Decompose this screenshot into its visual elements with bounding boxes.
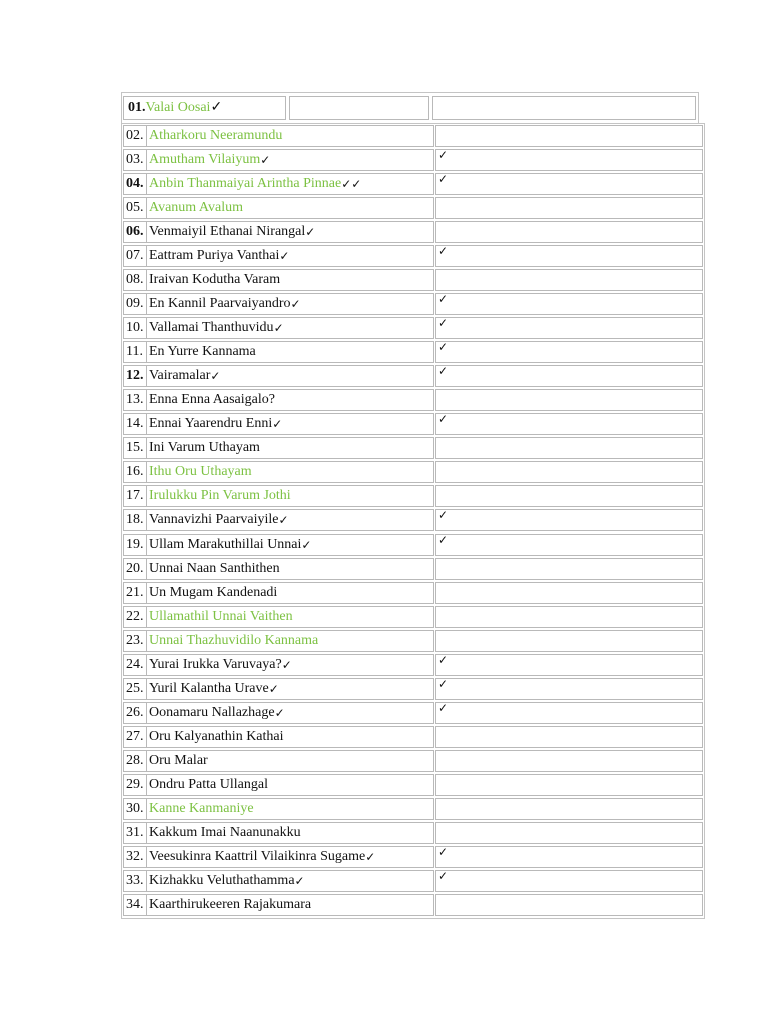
table-row bbox=[123, 413, 147, 435]
title-check-icon: ✓ bbox=[290, 297, 301, 311]
check-mark-icon: ✓ bbox=[438, 317, 449, 330]
mark-cell bbox=[435, 606, 703, 628]
title-check-icon: ✓ bbox=[273, 321, 284, 335]
row-number: 30. bbox=[126, 801, 144, 816]
table-row bbox=[123, 774, 147, 796]
song-title: Vallamai Thanthuvidu bbox=[149, 320, 274, 335]
row-number: 19. bbox=[126, 537, 144, 552]
mark-cell bbox=[435, 269, 703, 291]
mark-cell bbox=[435, 341, 703, 363]
row-number: 20. bbox=[126, 561, 144, 576]
mark-cell bbox=[435, 582, 703, 604]
title-cell bbox=[146, 870, 434, 892]
song-title: Ini Varum Uthayam bbox=[149, 440, 260, 455]
check-mark-icon: ✓ bbox=[438, 365, 449, 378]
song-title: Oonamaru Nallazhage bbox=[149, 705, 275, 720]
song-title: Kaarthirukeeren Rajakumara bbox=[149, 897, 312, 912]
title-cell bbox=[146, 846, 434, 868]
title-check-icon: ✓ bbox=[305, 225, 316, 239]
row-number: 17. bbox=[126, 488, 144, 503]
check-mark-icon: ✓ bbox=[438, 870, 449, 883]
row-number: 33. bbox=[126, 873, 144, 888]
song-title: En Yurre Kannama bbox=[149, 344, 256, 359]
row-number: 27. bbox=[126, 729, 144, 744]
header-empty-cell-1 bbox=[289, 96, 429, 120]
check-mark-icon: ✓ bbox=[438, 245, 449, 258]
mark-cell bbox=[435, 798, 703, 820]
mark-cell bbox=[435, 245, 703, 267]
check-mark-icon: ✓ bbox=[438, 509, 449, 522]
mark-cell bbox=[435, 630, 703, 652]
song-title: Ondru Patta Ullangal bbox=[149, 777, 268, 792]
title-cell bbox=[146, 750, 434, 772]
check-mark-icon: ✓ bbox=[438, 654, 449, 667]
mark-cell bbox=[435, 221, 703, 243]
mark-cell bbox=[435, 846, 703, 868]
row-number: 06. bbox=[126, 224, 144, 239]
title-cell bbox=[146, 774, 434, 796]
check-mark-icon: ✓ bbox=[438, 702, 449, 715]
song-title: Iraivan Kodutha Varam bbox=[149, 272, 281, 287]
table-row bbox=[123, 870, 147, 892]
table-row bbox=[123, 894, 147, 916]
song-title: Oru Malar bbox=[149, 753, 208, 768]
title-cell bbox=[146, 534, 434, 556]
title-check-icon: ✓ bbox=[278, 513, 289, 527]
row-number: 34. bbox=[126, 897, 144, 912]
mark-cell bbox=[435, 894, 703, 916]
table-row bbox=[123, 534, 147, 556]
row-number: 22. bbox=[126, 609, 144, 624]
table-row bbox=[123, 630, 147, 652]
title-cell bbox=[146, 389, 434, 411]
title-cell bbox=[146, 822, 434, 844]
title-cell bbox=[146, 702, 434, 724]
song-title[interactable]: Atharkoru Neeramundu bbox=[149, 128, 283, 143]
title-cell bbox=[146, 654, 434, 676]
check-mark-icon: ✓ bbox=[438, 149, 449, 162]
song-title: Unnai Naan Santhithen bbox=[149, 561, 280, 576]
title-cell bbox=[146, 894, 434, 916]
row-number: 05. bbox=[126, 200, 144, 215]
table-row bbox=[123, 798, 147, 820]
row-number: 23. bbox=[126, 633, 144, 648]
title-check-icon: ✓ bbox=[272, 417, 283, 431]
mark-cell bbox=[435, 125, 703, 147]
title-cell bbox=[146, 221, 434, 243]
song-title: Enna Enna Aasaigalo? bbox=[149, 392, 275, 407]
row-number: 09. bbox=[126, 296, 144, 311]
song-title[interactable]: Irulukku Pin Varum Jothi bbox=[149, 488, 291, 503]
row-number: 16. bbox=[126, 464, 144, 479]
table-row bbox=[123, 365, 147, 387]
title-cell bbox=[146, 149, 434, 171]
row-number: 15. bbox=[126, 440, 144, 455]
check-mark-icon: ✓ bbox=[438, 293, 449, 306]
song-title: Veesukinra Kaattril Vilaikinra Sugame bbox=[149, 849, 366, 864]
mark-cell bbox=[435, 509, 703, 531]
song-title[interactable]: Unnai Thazhuvidilo Kannama bbox=[149, 633, 319, 648]
title-check-icon: ✓ bbox=[210, 100, 223, 115]
row-number: 10. bbox=[126, 320, 144, 335]
song-title: Eattram Puriya Vanthai bbox=[149, 248, 280, 263]
row-number: 25. bbox=[126, 681, 144, 696]
title-cell bbox=[146, 558, 434, 580]
table-row bbox=[123, 509, 147, 531]
song-title: En Kannil Paarvaiyandro bbox=[149, 296, 291, 311]
row-number: 28. bbox=[126, 753, 144, 768]
table-row bbox=[123, 341, 147, 363]
song-title: Un Mugam Kandenadi bbox=[149, 585, 278, 600]
title-cell bbox=[146, 245, 434, 267]
title-cell bbox=[146, 798, 434, 820]
table-row bbox=[123, 846, 147, 868]
table-row bbox=[123, 197, 147, 219]
title-check-icon: ✓ bbox=[294, 874, 305, 888]
row-number: 18. bbox=[126, 512, 144, 527]
table-row bbox=[123, 149, 147, 171]
table-row bbox=[123, 317, 147, 339]
title-cell bbox=[146, 485, 434, 507]
mark-cell bbox=[435, 461, 703, 483]
row-number: 31. bbox=[126, 825, 144, 840]
mark-cell bbox=[435, 293, 703, 315]
mark-cell bbox=[435, 702, 703, 724]
mark-cell bbox=[435, 389, 703, 411]
mark-cell bbox=[435, 534, 703, 556]
song-title[interactable]: Anbin Thanmaiyai Arintha Pinnae bbox=[149, 176, 342, 191]
table-row bbox=[123, 702, 147, 724]
title-cell bbox=[146, 365, 434, 387]
song-title[interactable]: Ithu Oru Uthayam bbox=[149, 464, 252, 479]
song-title[interactable]: Avanum Avalum bbox=[149, 200, 243, 215]
row-number: 14. bbox=[126, 416, 144, 431]
row-number: 03. bbox=[126, 152, 144, 167]
table-row bbox=[123, 654, 147, 676]
header-empty-cell-2 bbox=[432, 96, 696, 120]
song-title: Ullam Marakuthillai Unnai bbox=[149, 537, 302, 552]
check-mark-icon: ✓ bbox=[438, 846, 449, 859]
title-check-icon: ✓ bbox=[281, 658, 292, 672]
table-row bbox=[123, 125, 147, 147]
table-row bbox=[123, 606, 147, 628]
title-check-icon: ✓ bbox=[274, 706, 285, 720]
table-row bbox=[123, 582, 147, 604]
mark-cell bbox=[435, 774, 703, 796]
title-cell bbox=[146, 630, 434, 652]
title-cell bbox=[146, 461, 434, 483]
check-mark-icon: ✓ bbox=[438, 413, 449, 426]
mark-cell bbox=[435, 654, 703, 676]
table-row bbox=[123, 173, 147, 195]
song-title: Yurai Irukka Varuvaya? bbox=[149, 657, 282, 672]
title-cell bbox=[146, 413, 434, 435]
header-row bbox=[123, 96, 286, 120]
song-title: Vairamalar bbox=[149, 368, 211, 383]
row-number: 07. bbox=[126, 248, 144, 263]
check-mark-icon: ✓ bbox=[438, 534, 449, 547]
song-title[interactable]: Amutham Vilaiyum bbox=[149, 152, 261, 167]
mark-cell bbox=[435, 413, 703, 435]
mark-cell bbox=[435, 149, 703, 171]
song-title: Yuril Kalantha Urave bbox=[149, 681, 269, 696]
title-check-icon: ✓ bbox=[268, 682, 279, 696]
row-number: 04. bbox=[126, 176, 144, 191]
song-title: Kakkum Imai Naanunakku bbox=[149, 825, 301, 840]
mark-cell bbox=[435, 365, 703, 387]
song-title: Oru Kalyanathin Kathai bbox=[149, 729, 284, 744]
title-cell bbox=[146, 678, 434, 700]
title-cell bbox=[146, 293, 434, 315]
mark-cell bbox=[435, 485, 703, 507]
title-cell bbox=[146, 726, 434, 748]
title-cell bbox=[146, 173, 434, 195]
mark-cell bbox=[435, 197, 703, 219]
title-check-icon: ✓ bbox=[279, 249, 290, 263]
mark-cell bbox=[435, 822, 703, 844]
mark-cell bbox=[435, 437, 703, 459]
table-row bbox=[123, 293, 147, 315]
title-cell bbox=[146, 582, 434, 604]
song-title: Kizhakku Veluthathamma bbox=[149, 873, 295, 888]
row-number: 01. bbox=[128, 100, 146, 115]
mark-cell bbox=[435, 558, 703, 580]
table-row bbox=[123, 461, 147, 483]
table-row bbox=[123, 726, 147, 748]
title-check-icon: ✓ bbox=[210, 369, 221, 383]
mark-cell bbox=[435, 750, 703, 772]
check-mark-icon: ✓ bbox=[438, 173, 449, 186]
row-number: 08. bbox=[126, 272, 144, 287]
song-title[interactable]: Valai Oosai bbox=[145, 100, 211, 115]
mark-cell bbox=[435, 173, 703, 195]
table-row bbox=[123, 750, 147, 772]
song-title: Ennai Yaarendru Enni bbox=[149, 416, 273, 431]
row-number: 02. bbox=[126, 128, 144, 143]
song-title[interactable]: Kanne Kanmaniye bbox=[149, 801, 254, 816]
song-title[interactable]: Ullamathil Unnai Vaithen bbox=[149, 609, 293, 624]
check-mark-icon: ✓ bbox=[438, 678, 449, 691]
title-cell bbox=[146, 509, 434, 531]
row-number: 29. bbox=[126, 777, 144, 792]
mark-cell bbox=[435, 870, 703, 892]
title-check-icon: ✓✓ bbox=[341, 177, 362, 191]
mark-cell bbox=[435, 678, 703, 700]
check-mark-icon: ✓ bbox=[438, 341, 449, 354]
row-number: 21. bbox=[126, 585, 144, 600]
title-check-icon: ✓ bbox=[365, 850, 376, 864]
table-row bbox=[123, 485, 147, 507]
mark-cell bbox=[435, 317, 703, 339]
row-number: 24. bbox=[126, 657, 144, 672]
title-cell bbox=[146, 341, 434, 363]
title-cell bbox=[146, 269, 434, 291]
row-number: 26. bbox=[126, 705, 144, 720]
row-number: 11. bbox=[126, 344, 143, 359]
song-title: Venmaiyil Ethanai Nirangal bbox=[149, 224, 306, 239]
row-number: 12. bbox=[126, 368, 144, 383]
table-row bbox=[123, 269, 147, 291]
title-check-icon: ✓ bbox=[260, 153, 271, 167]
title-cell bbox=[146, 125, 434, 147]
title-cell bbox=[146, 197, 434, 219]
table-row bbox=[123, 221, 147, 243]
mark-cell bbox=[435, 726, 703, 748]
title-cell bbox=[146, 437, 434, 459]
table-row bbox=[123, 437, 147, 459]
table-row bbox=[123, 245, 147, 267]
row-number: 32. bbox=[126, 849, 144, 864]
title-check-icon: ✓ bbox=[301, 538, 312, 552]
table-row bbox=[123, 678, 147, 700]
row-number: 13. bbox=[126, 392, 144, 407]
title-cell bbox=[146, 317, 434, 339]
title-cell bbox=[146, 606, 434, 628]
table-row bbox=[123, 389, 147, 411]
table-row bbox=[123, 822, 147, 844]
song-title: Vannavizhi Paarvaiyile bbox=[149, 512, 279, 527]
table-row bbox=[123, 558, 147, 580]
